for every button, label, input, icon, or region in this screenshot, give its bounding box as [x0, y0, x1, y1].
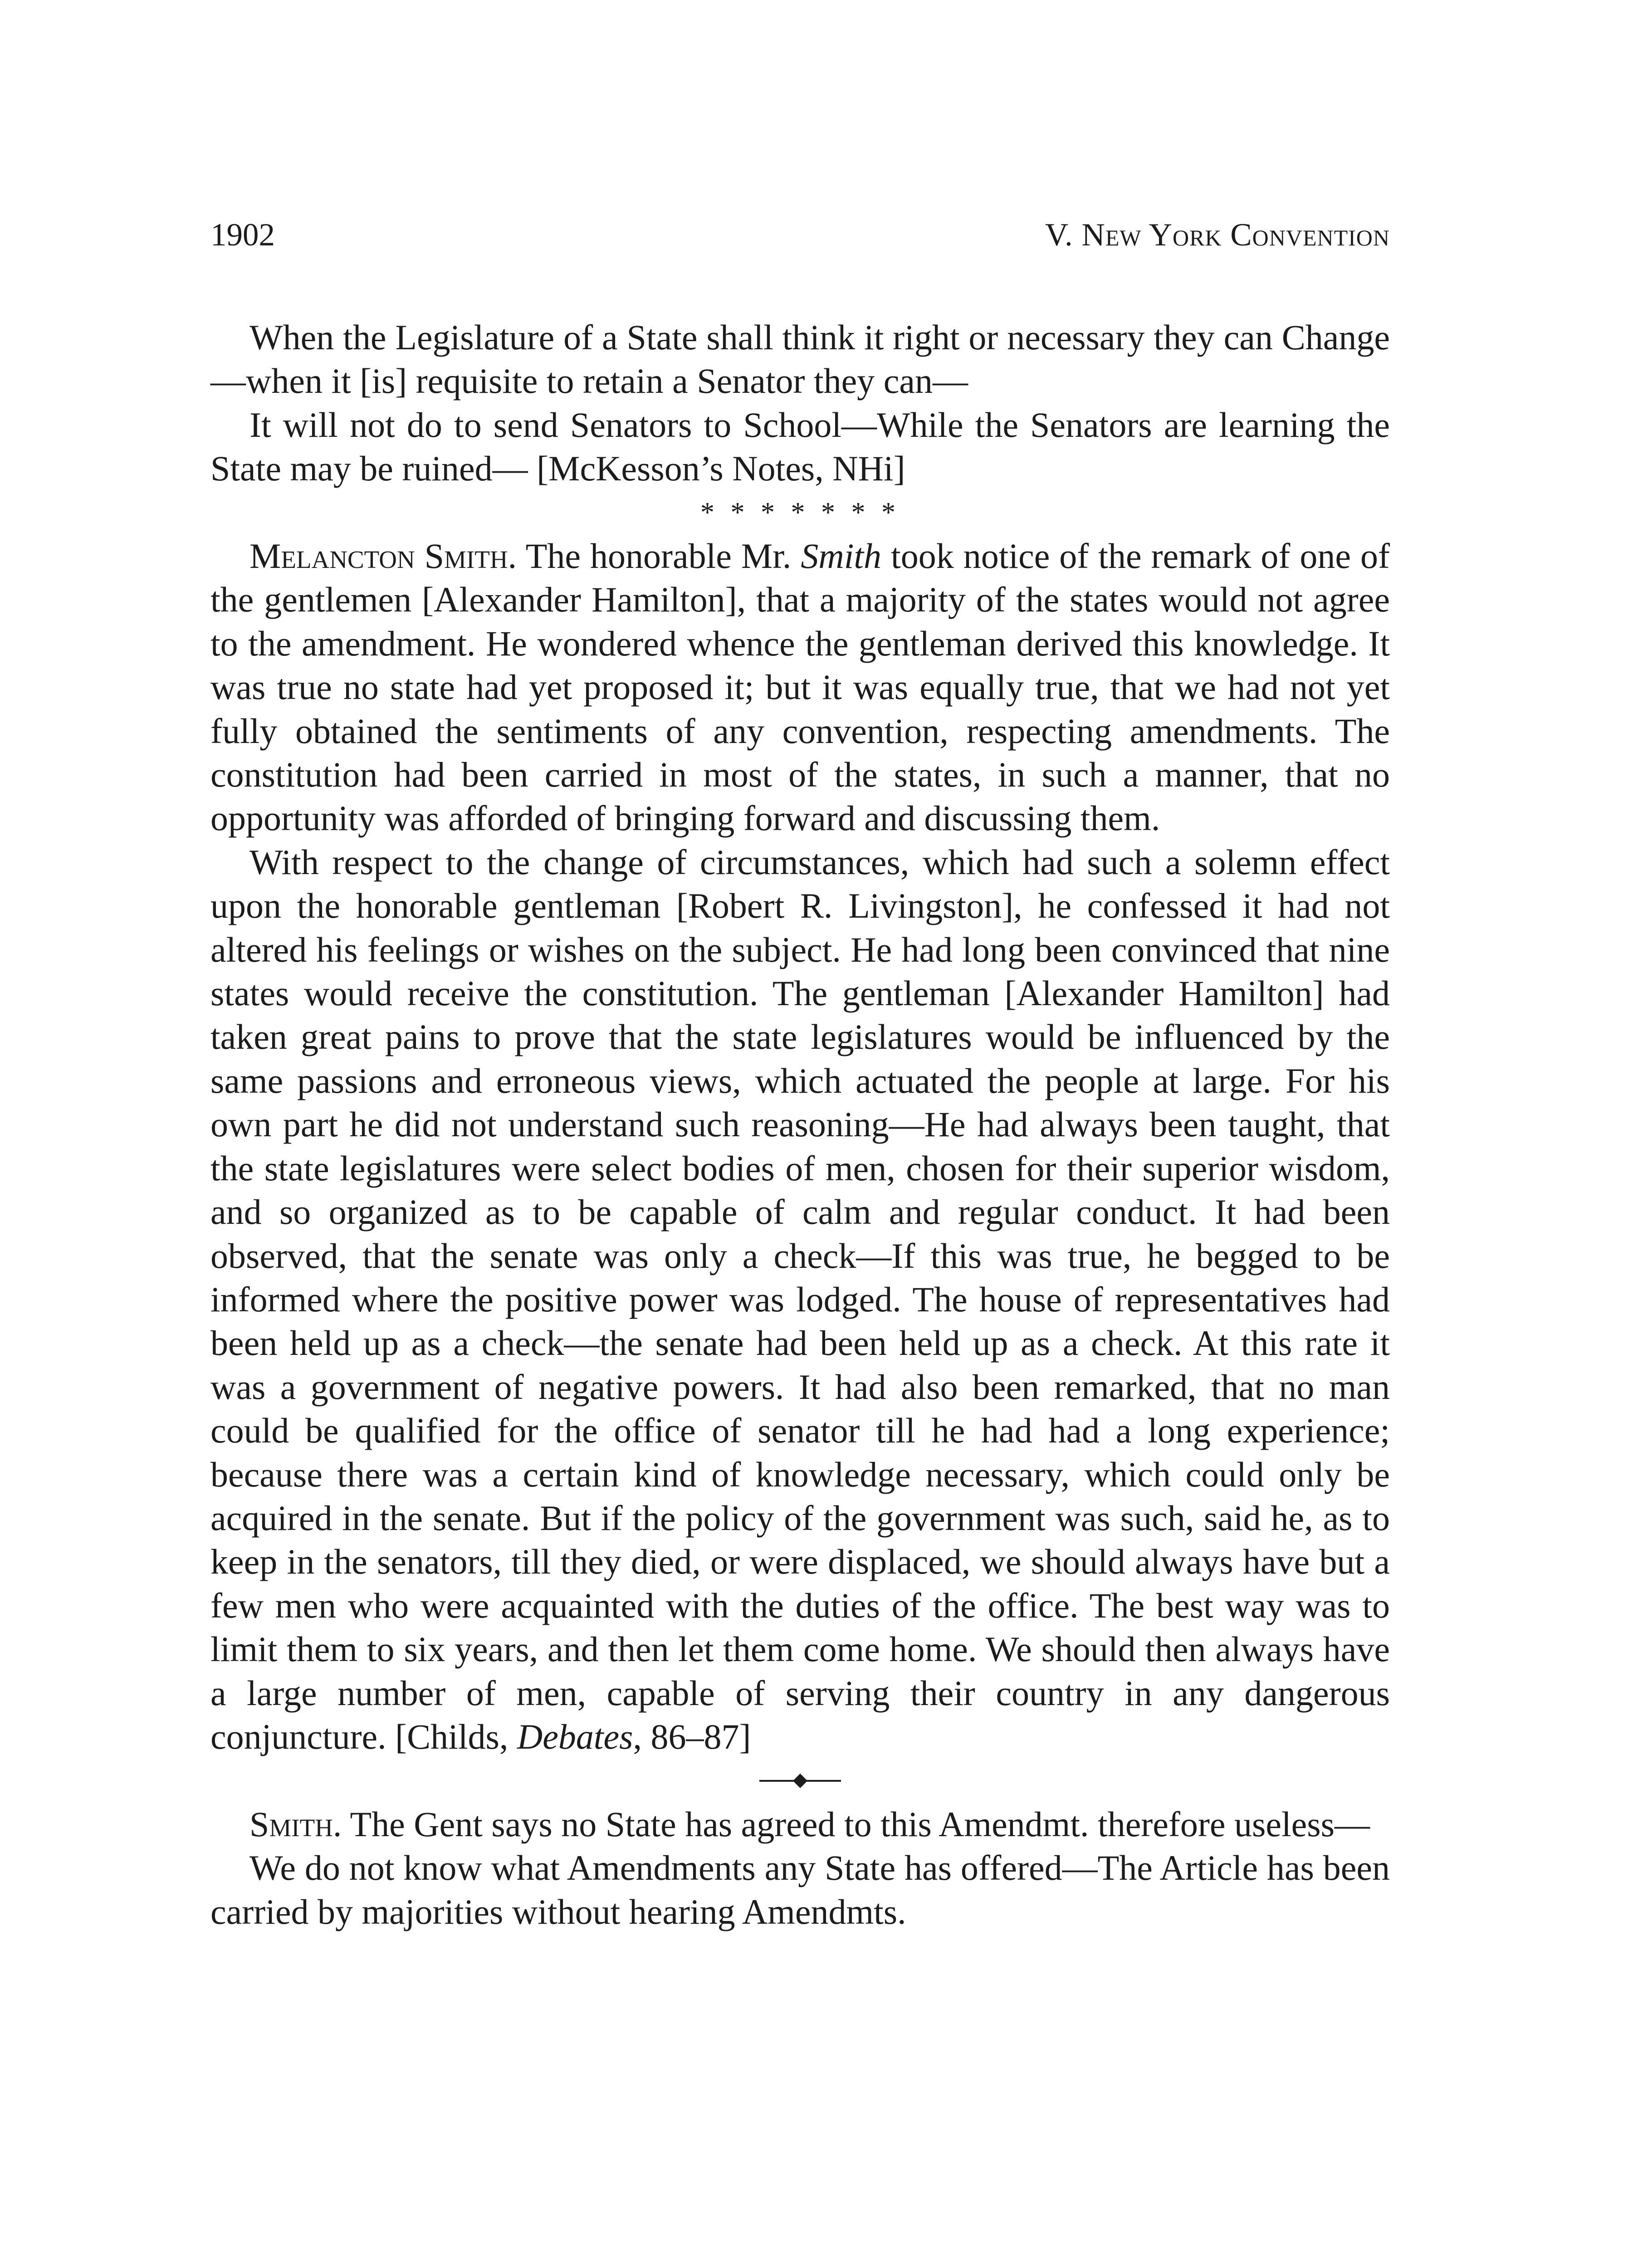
speaker-name: Melancton Smith — [249, 536, 508, 576]
diamond-rule-ornament-icon — [210, 1759, 1390, 1802]
section-title: V. New York Convention — [1045, 217, 1390, 253]
childs-p1-text-b: took notice of the remark of one of the gentlemen [Alexander Hamilton], that a majority of the states would not agree to the amendment. He wondered whence the gentleman derived this knowledge. It was true no state had yet proposed it; but it was equally true, that we had not yet fully obtained the sentiments of any convention, respecting amendments. The constitution had been carried in most of the states, in such a manner, that no opportunity was afforded of bringing forward and discussing them. — [210, 536, 1390, 838]
childs-p2-text-b: , 86–87] — [633, 1716, 751, 1756]
asterisk-separator: * * * * * * * — [700, 497, 900, 528]
childs-p1-text-a: . The honorable Mr. — [508, 536, 801, 576]
smith-notes-paragraph-2: We do not know what Amendments any State has offered—The Article has been carried by majorities without hearing Amendmts. — [210, 1848, 1390, 1931]
mckesson-paragraph-1: When the Legislature of a State shall think it right or necessary they can Change—when it [is] requisite to retain a Senator they can— — [210, 318, 1390, 401]
page-number: 1902 — [210, 217, 275, 253]
running-head — [210, 213, 1390, 257]
childs-paragraph-1 — [210, 534, 1390, 841]
childs-p2-text-a: With respect to the change of circumstances, which had such a solemn effect upon the honorable gentleman [Robert R. Livingston], he confessed it had not altered his feelings or wishes on the subject. He had long been convinced that nine states would receive the constitution. The gentleman [Alexander Hamilton] had taken great pains to prove that the state legislatures would be influenced by the same passions and erroneous views, which actuated the people at large. For his own part he did not understand such reasoning—He had always been taught, that the state legislatures were select bodies of men, chosen for their superior wisdom, and so organized as to be capable of calm and regular conduct. It had been observed, that the senate was only a check—If this was true, he begged to be informed where the positive power was lodged. The house of representatives had been held up as a check—the senate had been held up as a check. At this rate it was a government of negative powers. It had also been remarked, that no man could be qualified for the office of senator till he had had a long experience; because there was a certain kind of knowledge necessary, which could only be acquired in the senate. But if the policy of the government was such, said he, as to keep in the senators, till they died, or were displaced, we should always have but a few men who were acquainted with the duties of the office. The best way was to limit them to six years, and then let them come home. We should then always have a large number of men, capable of serving their country in any dangerous conjuncture. [Childs, — [210, 842, 1390, 1756]
childs-p2-italic: Debates — [517, 1716, 633, 1756]
smith-p1-text: . The Gent says no State has agreed to this Amendmt. therefore useless— — [332, 1804, 1370, 1844]
diamond-rule-icon — [759, 1772, 841, 1790]
smith-notes-paragraph-1 — [210, 1803, 1390, 1846]
body-text — [210, 316, 1390, 1934]
mckesson-paragraph-2: It will not do to send Senators to School—While the Senators are learning the State may be ruined— [McKesson’s Notes, NHi] — [210, 405, 1390, 489]
speaker-name-smith: Smith — [249, 1804, 333, 1844]
childs-p1-italic: Smith — [801, 536, 882, 576]
document-page — [210, 213, 1390, 1934]
childs-paragraph-2 — [210, 841, 1390, 1759]
